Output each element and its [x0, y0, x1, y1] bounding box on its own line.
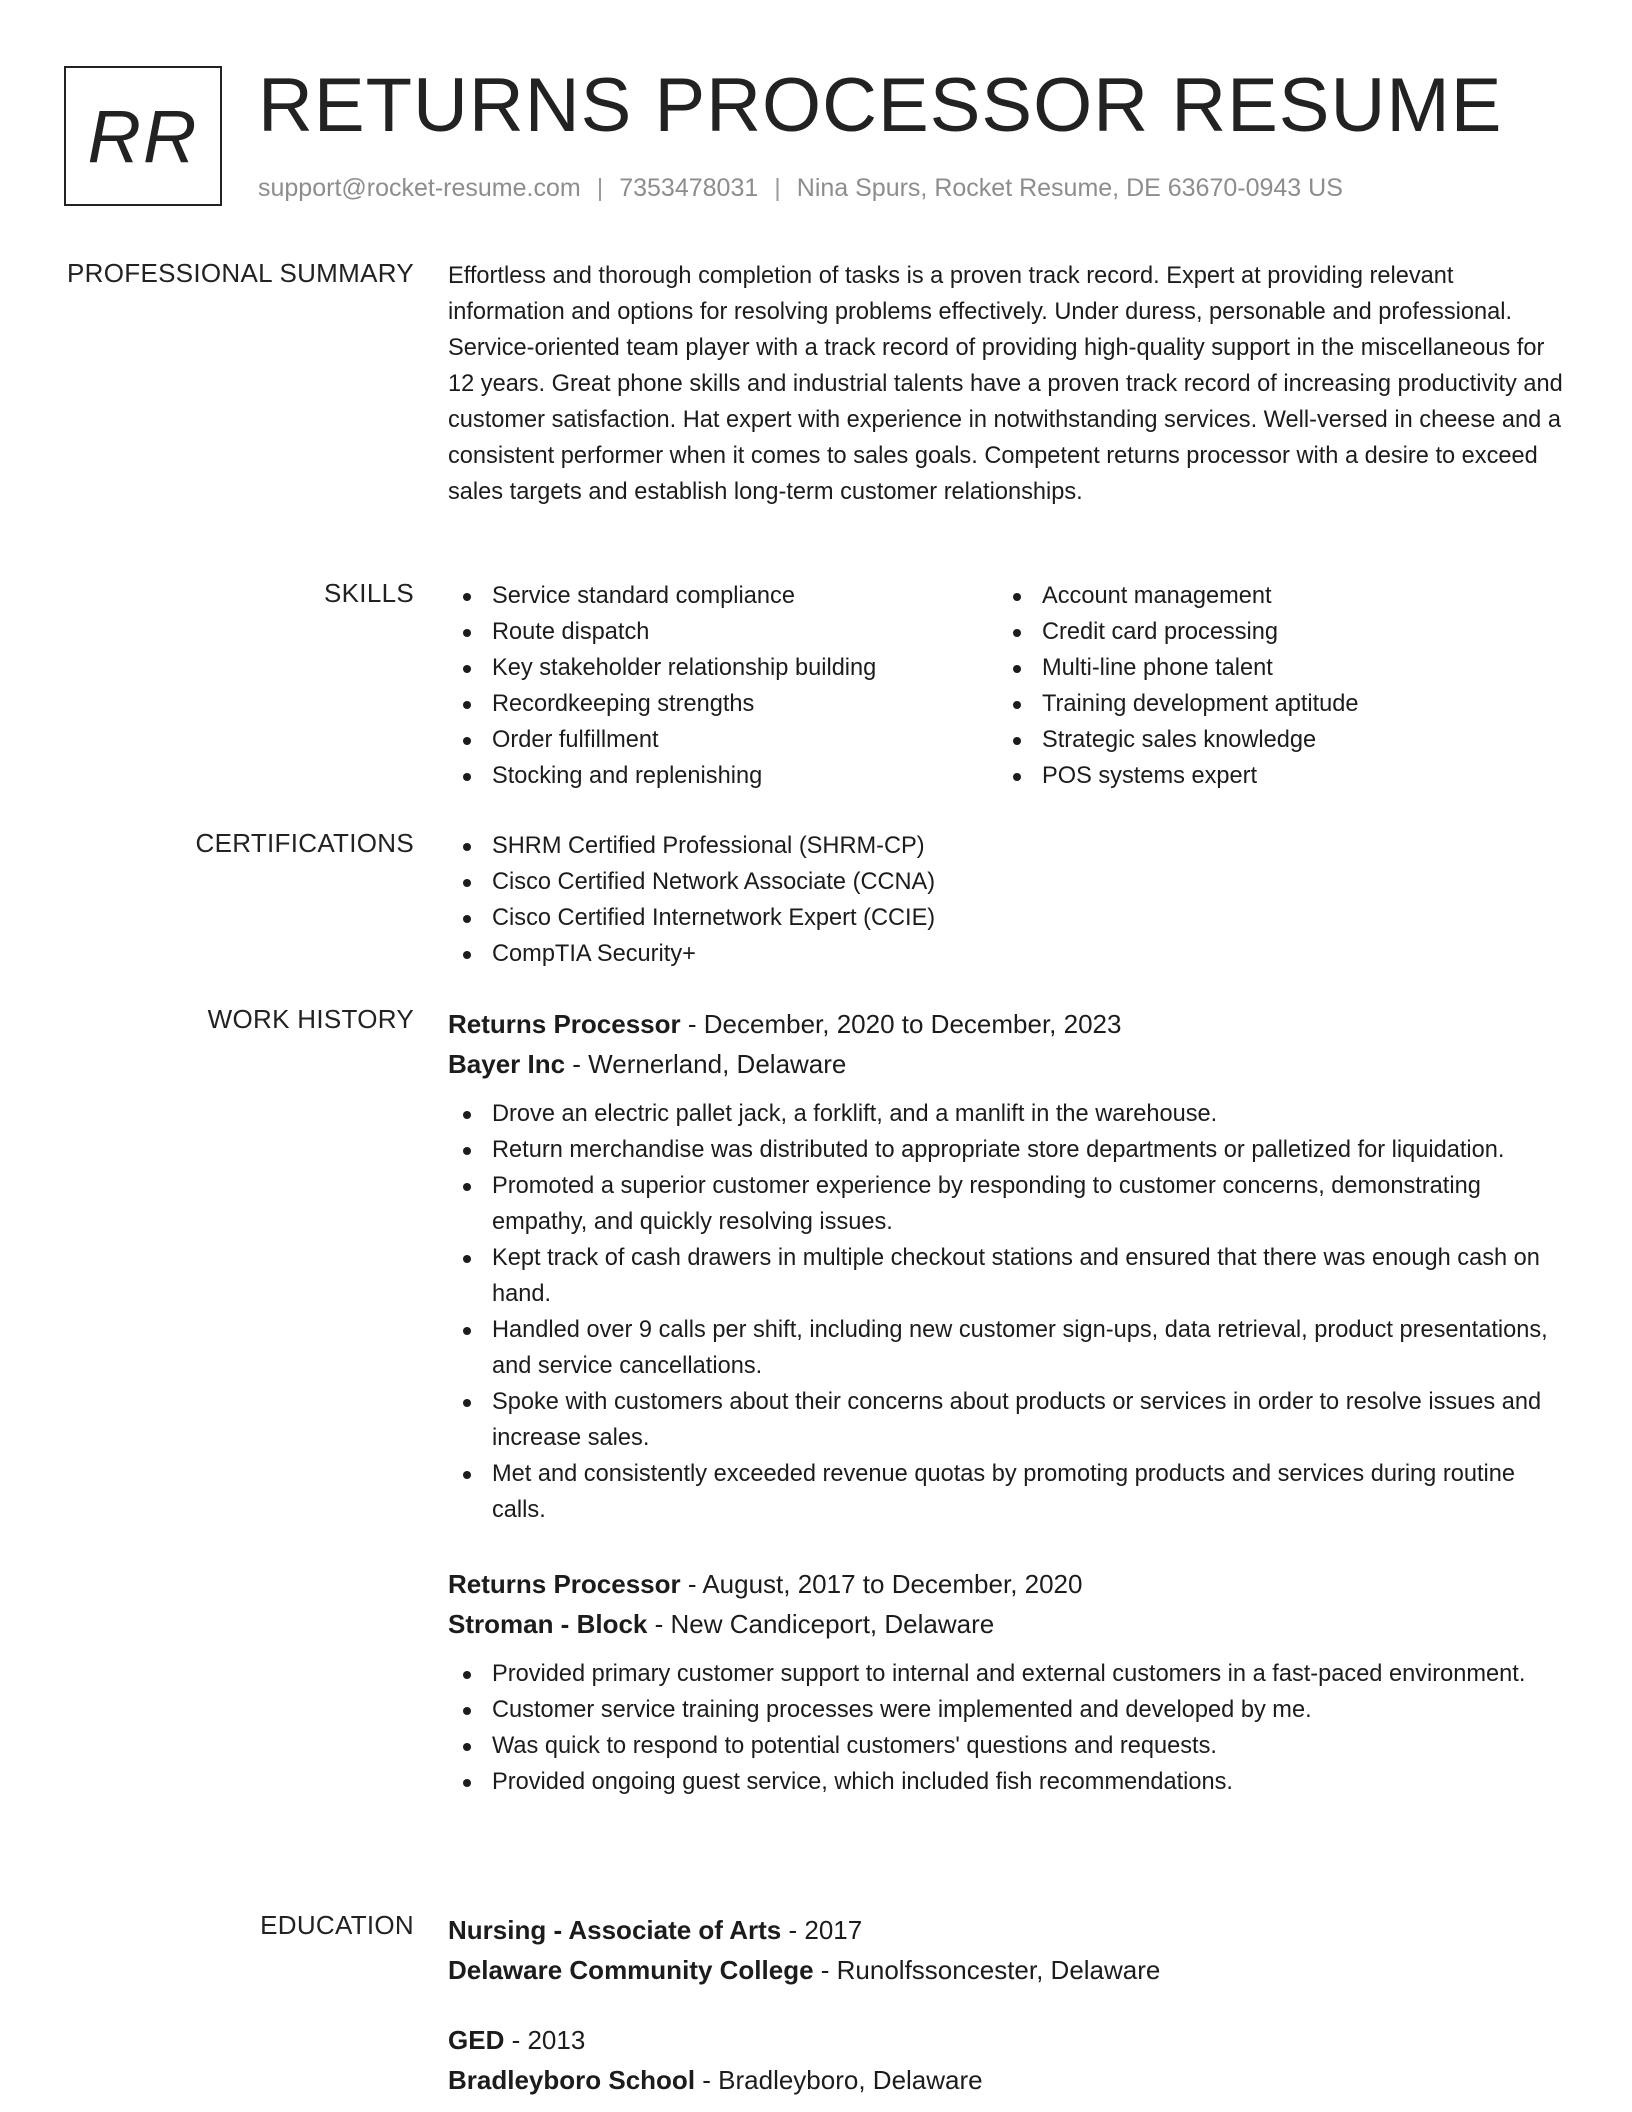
- contact-email: support@rocket-resume.com: [258, 174, 581, 202]
- job-bullet: Spoke with customers about their concerns about products or services in order to resolve issues and increase sales.: [448, 1384, 1566, 1456]
- page-title: RETURNS PROCESSOR RESUME: [258, 63, 1503, 148]
- monogram-logo: RR: [64, 66, 222, 206]
- section-label-education: EDUCATION: [260, 1910, 414, 1940]
- skill-item: Multi-line phone talent: [998, 650, 1548, 686]
- education-degree-line: [448, 2020, 1566, 2060]
- education-year: - 2013: [504, 2025, 586, 2055]
- education-location: - Bradleyboro, Delaware: [695, 2065, 983, 2095]
- section-label-summary: PROFESSIONAL SUMMARY: [67, 258, 414, 288]
- skills-list-left: [448, 578, 998, 794]
- job-bullets: [448, 1656, 1566, 1800]
- job-title-line: [448, 1004, 1566, 1044]
- certification-item: SHRM Certified Professional (SHRM-CP): [448, 828, 1566, 864]
- contact-line: [258, 174, 1343, 203]
- contact-address: Nina Spurs, Rocket Resume, DE 63670-0943 US: [796, 174, 1343, 202]
- skill-item: Account management: [998, 578, 1548, 614]
- skill-item: Service standard compliance: [448, 578, 998, 614]
- section-label-certifications: CERTIFICATIONS: [195, 828, 414, 858]
- job-entry: [448, 1004, 1566, 1528]
- skill-item: Stocking and replenishing: [448, 758, 998, 794]
- certification-item: CompTIA Security+: [448, 936, 1566, 972]
- work-history-body: [448, 1004, 1566, 1800]
- skill-item: Route dispatch: [448, 614, 998, 650]
- contact-phone: 7353478031: [619, 174, 759, 202]
- skill-item: Strategic sales knowledge: [998, 722, 1548, 758]
- job-bullet: Provided ongoing guest service, which included fish recommendations.: [448, 1764, 1566, 1800]
- section-label-work: WORK HISTORY: [207, 1004, 414, 1034]
- education-school-line: [448, 1950, 1566, 1990]
- skill-item: POS systems expert: [998, 758, 1548, 794]
- job-dates: - August, 2017 to December, 2020: [680, 1569, 1083, 1599]
- job-bullet: Return merchandise was distributed to appropriate store departments or palletized for liquidation.: [448, 1132, 1566, 1168]
- job-location: - New Candiceport, Delaware: [647, 1609, 995, 1639]
- contact-separator: |: [774, 174, 781, 202]
- certifications-body: [448, 828, 1566, 972]
- job-title-line: [448, 1564, 1566, 1604]
- job-bullet: Was quick to respond to potential customers' questions and requests.: [448, 1728, 1566, 1764]
- education-entry: [448, 1910, 1566, 1990]
- job-bullet: Promoted a superior customer experience by responding to customer concerns, demonstrating empathy, and quickly resolving issues.: [448, 1168, 1566, 1240]
- certifications-list: [448, 828, 1566, 972]
- education-school: Bradleyboro School: [448, 2065, 696, 2095]
- skills-grid: [448, 578, 1566, 794]
- job-dates: - December, 2020 to December, 2023: [680, 1009, 1122, 1039]
- job-location: - Wernerland, Delaware: [565, 1049, 847, 1079]
- education-location: - Runolfssoncester, Delaware: [813, 1955, 1161, 1985]
- education-school-line: [448, 2060, 1566, 2100]
- job-company-line: [448, 1604, 1566, 1644]
- job-bullet: Customer service training processes were implemented and developed by me.: [448, 1692, 1566, 1728]
- education-degree-line: [448, 1910, 1566, 1950]
- skill-item: Credit card processing: [998, 614, 1548, 650]
- skill-item: Order fulfillment: [448, 722, 998, 758]
- job-bullet: Provided primary customer support to internal and external customers in a fast-paced environment.: [448, 1656, 1566, 1692]
- contact-separator: |: [596, 174, 604, 202]
- job-company: Stroman - Block: [448, 1609, 648, 1639]
- job-title: Returns Processor: [448, 1009, 681, 1039]
- education-year: - 2017: [781, 1915, 863, 1945]
- job-company: Bayer Inc: [448, 1049, 566, 1079]
- education-entry: [448, 2020, 1566, 2100]
- job-bullet: Drove an electric pallet jack, a forklift, and a manlift in the warehouse.: [448, 1096, 1566, 1132]
- job-bullet: Handled over 9 calls per shift, including new customer sign-ups, data retrieval, product presentations, and service cancellations.: [448, 1312, 1566, 1384]
- job-bullet: Met and consistently exceeded revenue quotas by promoting products and services during routine calls.: [448, 1456, 1566, 1528]
- certification-item: Cisco Certified Network Associate (CCNA): [448, 864, 1566, 900]
- job-title: Returns Processor: [448, 1569, 681, 1599]
- skill-item: Training development aptitude: [998, 686, 1548, 722]
- section-label-skills: SKILLS: [324, 578, 414, 608]
- certification-item: Cisco Certified Internetwork Expert (CCIE): [448, 900, 1566, 936]
- summary-text: Effortless and thorough completion of tasks is a proven track record. Expert at providing relevant information and options for resolving problems effectively. Under duress, personable and professional. Service-oriented team player with a track record of providing high-quality support in the miscellaneous for 12 years. Great phone skills and industrial talents have a proven track record of increasing productivity and customer satisfaction. Hat expert with experience in notwithstanding services. Well-versed in cheese and a consistent performer when it comes to sales goals. Competent returns processor with a desire to exceed sales targets and establish long-term customer relationships.: [448, 263, 1563, 505]
- job-bullet: Kept track of cash drawers in multiple checkout stations and ensured that there was enough cash on hand.: [448, 1240, 1566, 1312]
- skill-item: Recordkeeping strengths: [448, 686, 998, 722]
- education-degree: Nursing - Associate of Arts: [448, 1915, 782, 1945]
- education-body: [448, 1910, 1566, 2100]
- skills-list-right: [998, 578, 1548, 794]
- education-degree: GED: [448, 2025, 505, 2055]
- education-school: Delaware Community College: [448, 1955, 814, 1985]
- resume-header: [64, 63, 1568, 216]
- job-company-line: [448, 1044, 1566, 1084]
- job-bullets: [448, 1096, 1566, 1528]
- skill-item: Key stakeholder relationship building: [448, 650, 998, 686]
- summary-body: [448, 258, 1566, 510]
- job-entry: [448, 1564, 1566, 1800]
